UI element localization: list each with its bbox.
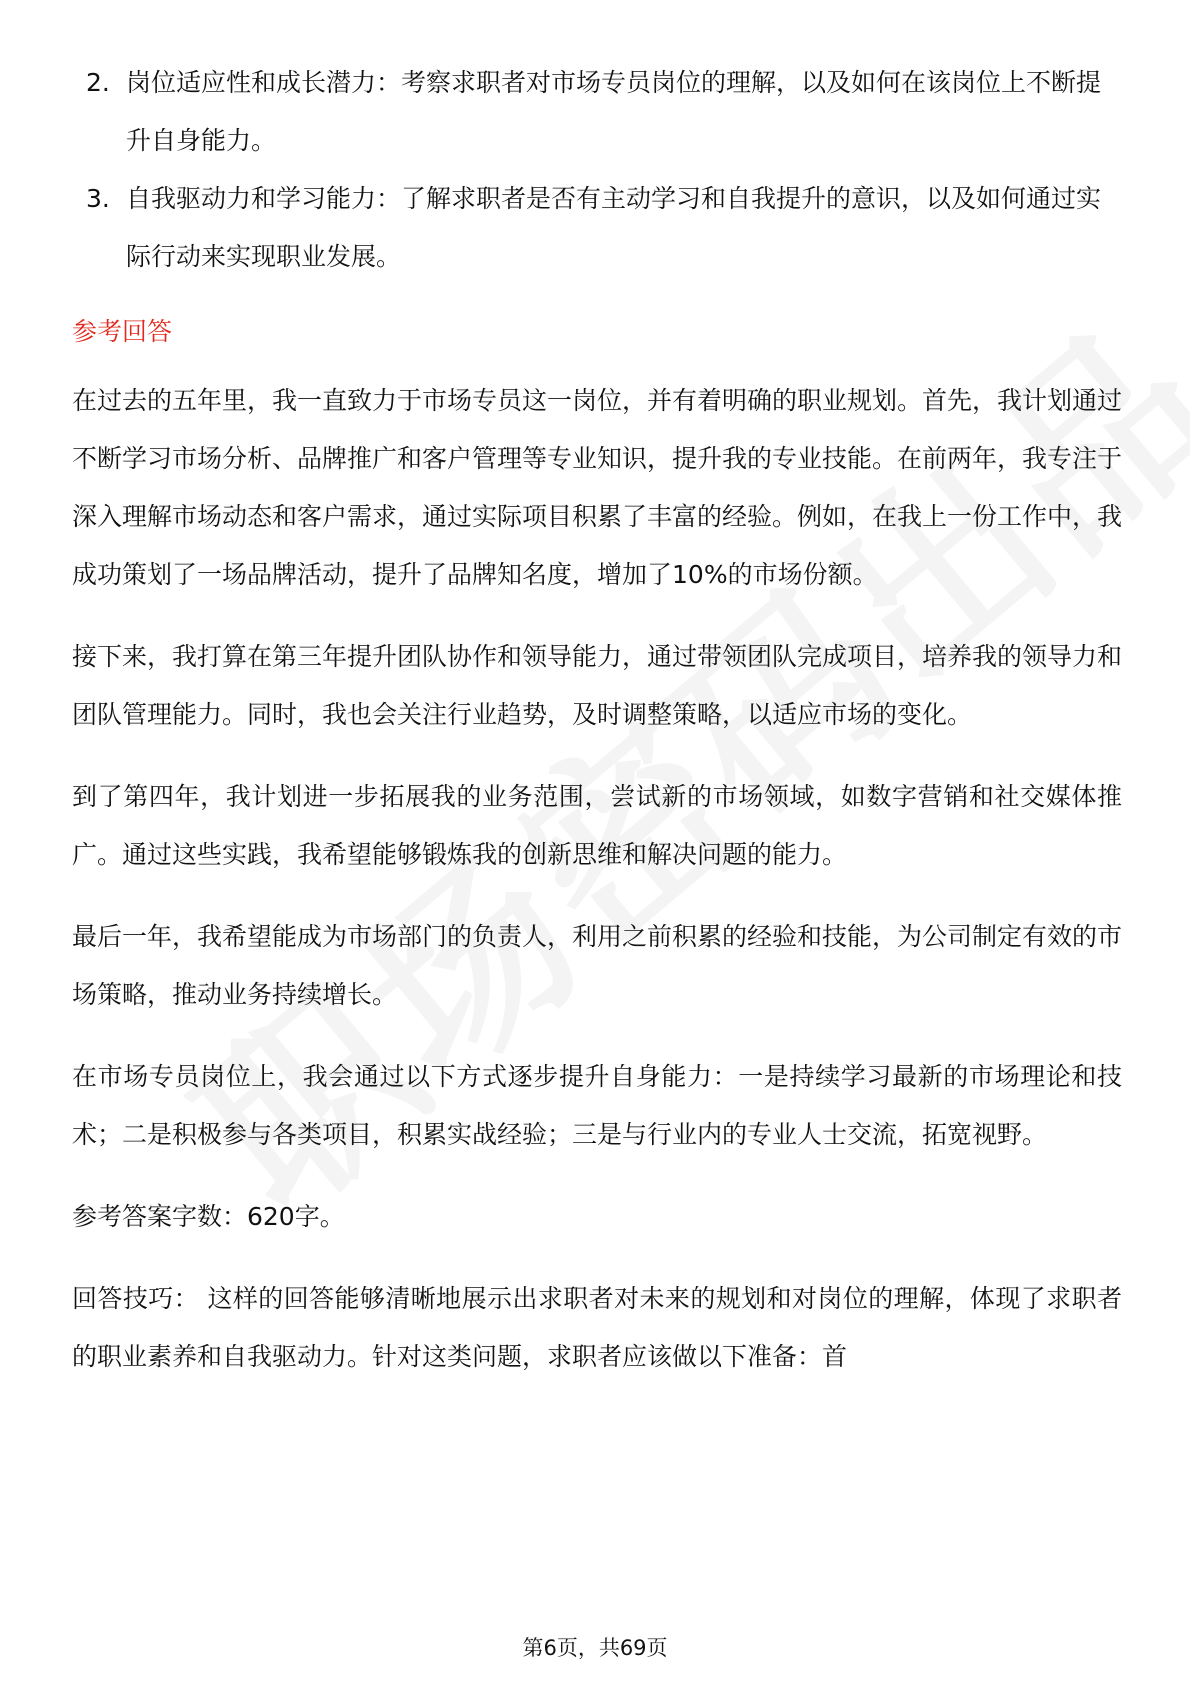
list-item-number: 2. bbox=[86, 68, 110, 97]
answer-paragraph: 接下来，我打算在第三年提升团队协作和领导能力，通过带领团队完成项目，培养我的领导力和团队管理能力。同时，我也会关注行业趋势，及时调整策略，以适应市场的变化。 bbox=[72, 642, 1123, 729]
answer-paragraph: 在过去的五年里，我一直致力于市场专员这一岗位，并有着明确的职业规划。首先，我计划通过不断学习市场分析、品牌推广和客户管理等专业知识，提升我的专业技能。在前两年，我专注于深入理解市场动态和客户需求，通过实际项目积累了丰富的经验。例如，在我上一份工作中，我成功策划了一场品牌活动，提升了品牌知名度，增加了10%的市场份额。 bbox=[72, 386, 1123, 589]
answer-paragraph: 在市场专员岗位上，我会通过以下方式逐步提升自身能力：一是持续学习最新的市场理论和技术；二是积极参与各类项目，积累实战经验；三是与行业内的专业人士交流，拓宽视野。 bbox=[72, 1062, 1122, 1149]
answer-paragraph: 到了第四年，我计划进一步拓展我的业务范围，尝试新的市场领域，如数字营销和社交媒体推广。通过这些实践，我希望能够锻炼我的创新思维和解决问题的能力。 bbox=[72, 782, 1122, 869]
answer-paragraph: 最后一年，我希望能成为市场部门的负责人，利用之前积累的经验和技能，为公司制定有效的市场策略，推动业务持续增长。 bbox=[72, 922, 1123, 1009]
list-item-number: 3. bbox=[86, 184, 110, 213]
criteria-list bbox=[72, 54, 1122, 286]
list-item bbox=[72, 170, 1122, 286]
list-item-text: 岗位适应性和成长潜力：考察求职者对市场专员岗位的理解，以及如何在该岗位上不断提升自身能力。 bbox=[126, 68, 1102, 155]
page-content bbox=[72, 54, 1122, 1410]
list-item-text: 自我驱动力和学习能力：了解求职者是否有主动学习和自我提升的意识，以及如何通过实际行动来实现职业发展。 bbox=[126, 184, 1102, 271]
section-heading: 参考回答 bbox=[72, 317, 173, 346]
word-count: 参考答案字数：620字。 bbox=[72, 1202, 345, 1231]
page-number: 第6页，共69页 bbox=[522, 1636, 668, 1660]
answer-tips: 回答技巧： 这样的回答能够清晰地展示出求职者对未来的规划和对岗位的理解，体现了求职者的职业素养和自我驱动力。针对这类问题，求职者应该做以下准备：首 bbox=[72, 1284, 1122, 1371]
list-item bbox=[72, 54, 1122, 170]
